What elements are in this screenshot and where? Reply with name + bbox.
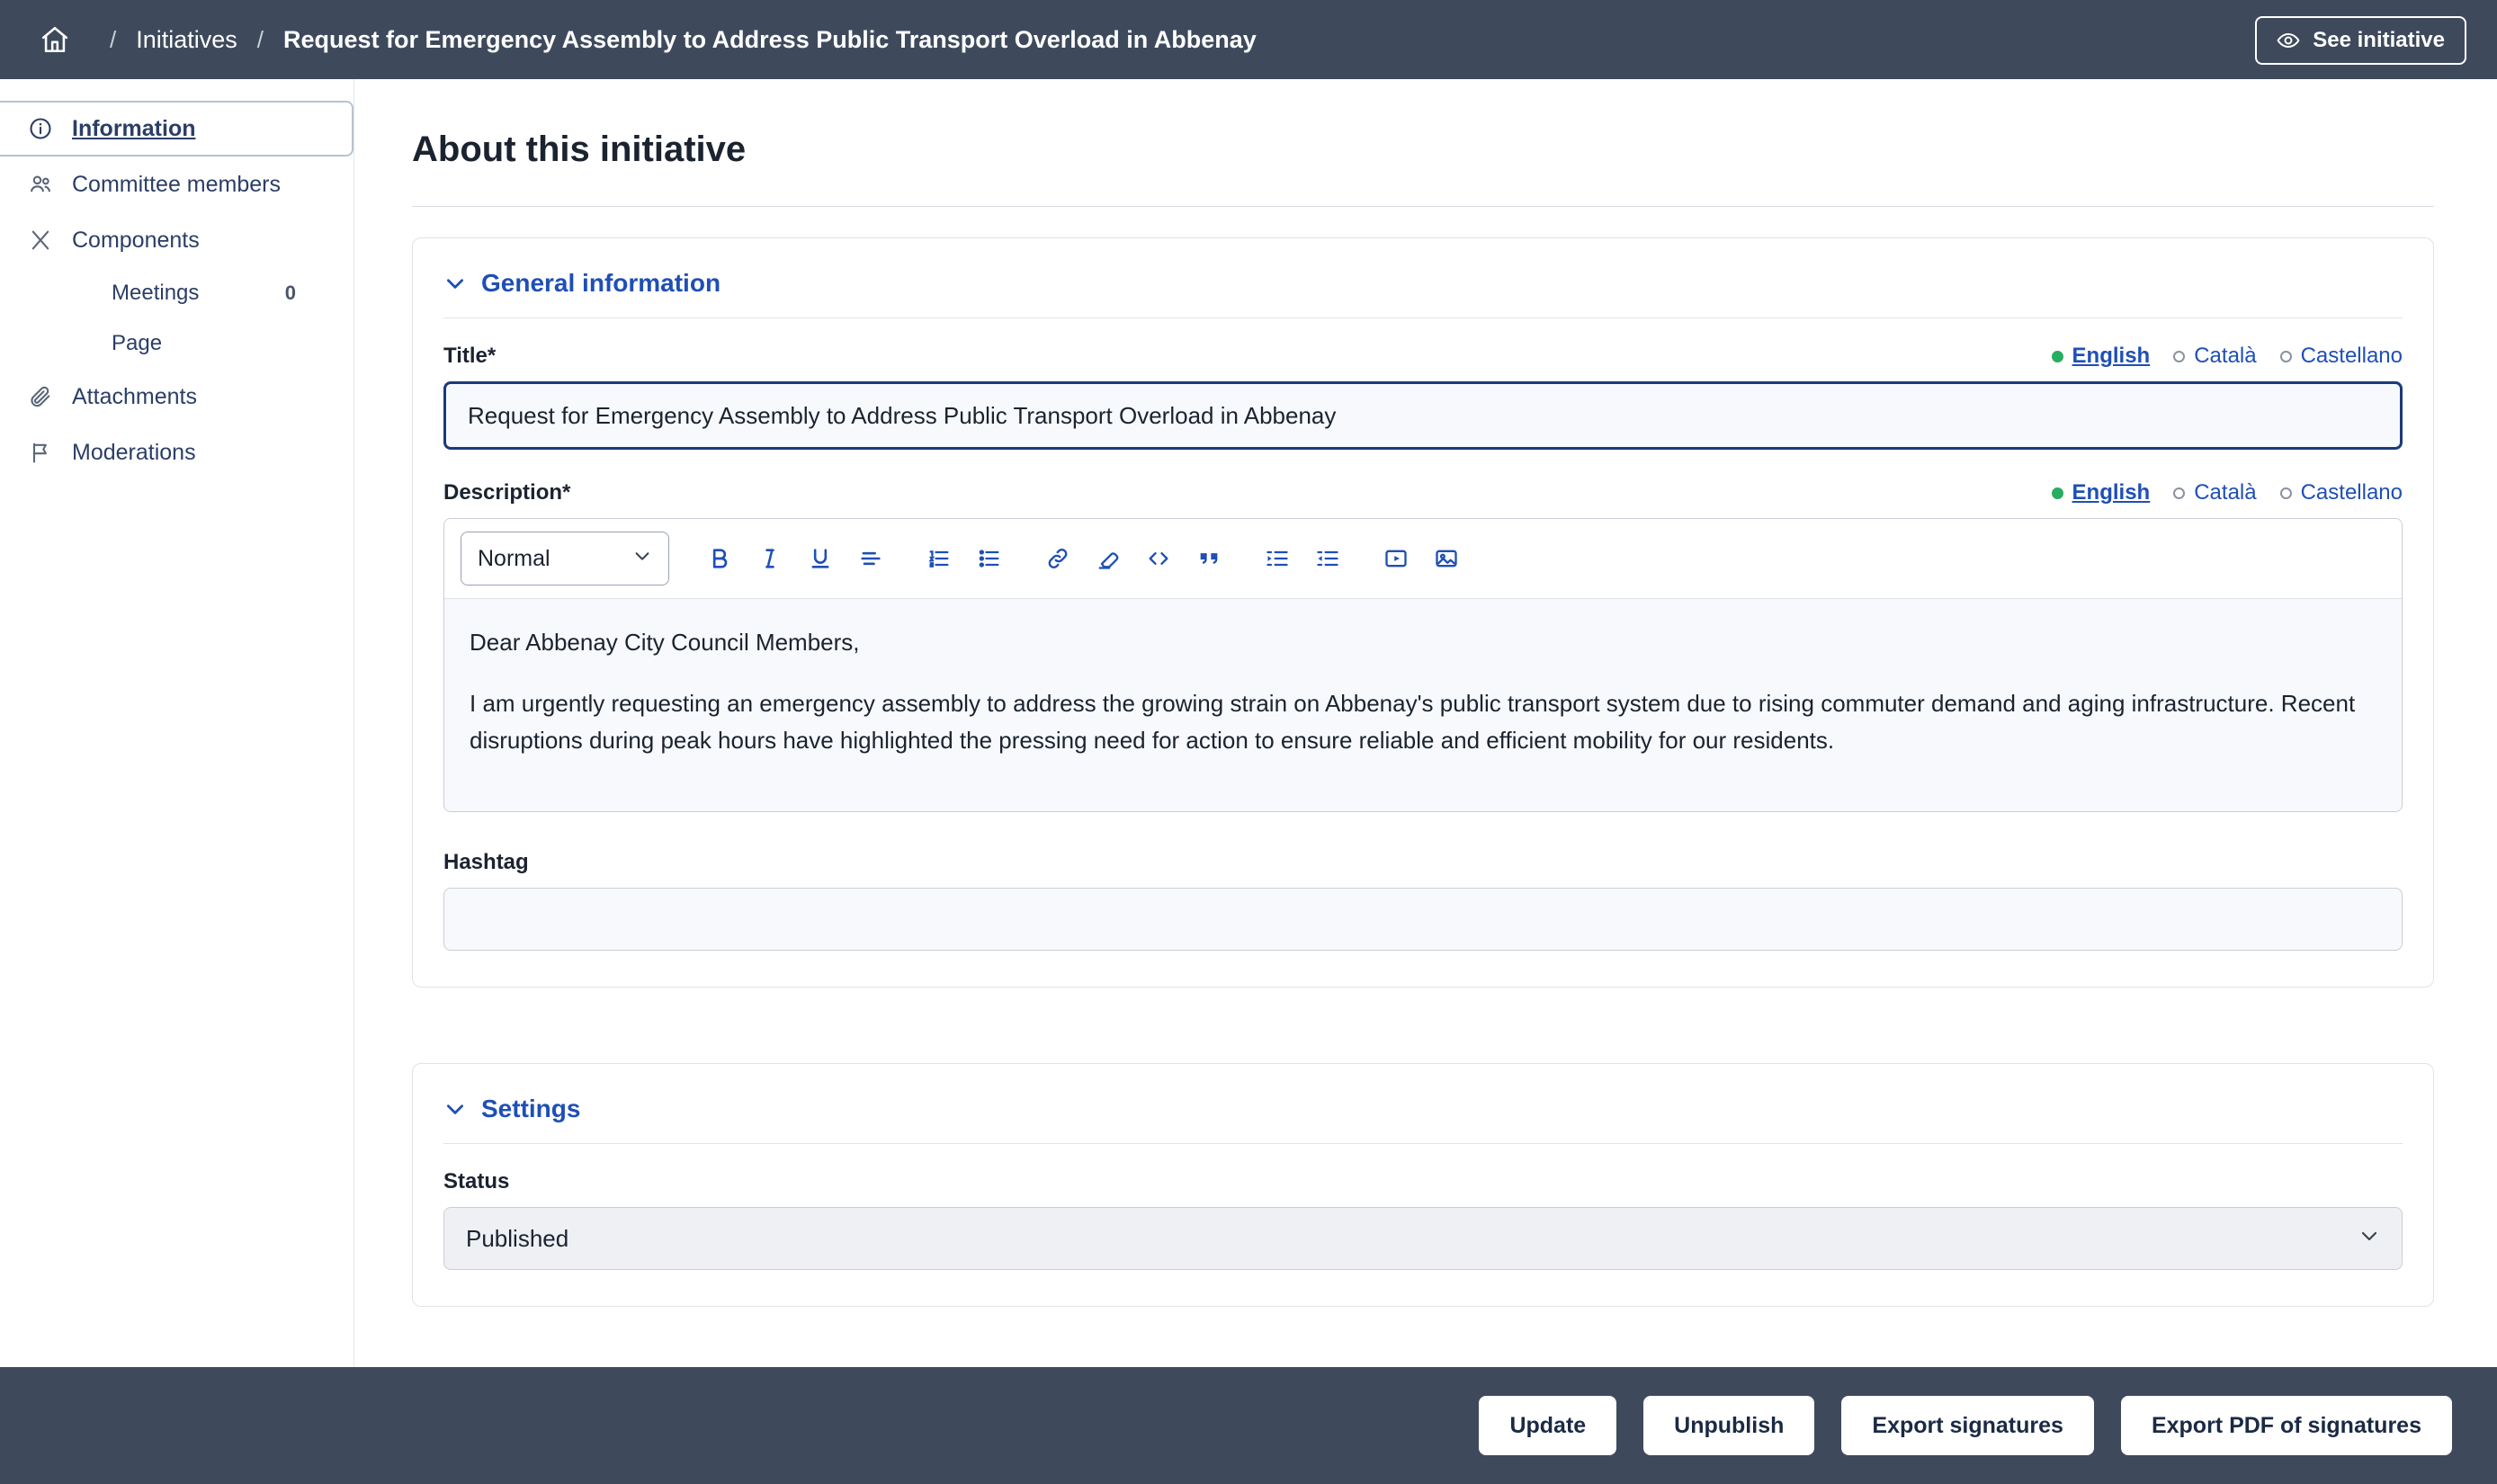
video-icon[interactable] bbox=[1371, 533, 1421, 584]
users-icon bbox=[27, 171, 54, 198]
paperclip-icon bbox=[27, 383, 54, 410]
top-bar bbox=[0, 0, 2497, 79]
empty-dot-icon bbox=[2280, 351, 2292, 362]
sidebar-subitem-label: Page bbox=[112, 331, 163, 355]
sidebar-subitem-label: Meetings bbox=[112, 281, 200, 305]
erase-styles-icon[interactable] bbox=[1083, 533, 1133, 584]
paragraph-style-value: Normal bbox=[478, 545, 550, 571]
language-tab-english[interactable] bbox=[2052, 480, 2151, 505]
breadcrumb-current: Request for Emergency Assembly to Address Public Transport Overload in Abbenay bbox=[283, 25, 1257, 53]
indent-icon[interactable] bbox=[1252, 533, 1302, 584]
title-label: Title* bbox=[443, 344, 497, 368]
bottom-action-bar bbox=[0, 1367, 2497, 1484]
chevron-down-icon bbox=[632, 546, 652, 572]
language-label: English bbox=[2072, 480, 2151, 505]
unordered-list-icon[interactable] bbox=[964, 533, 1015, 584]
description-paragraph: Dear Abbenay City Council Members, bbox=[470, 629, 860, 656]
settings-card bbox=[412, 1063, 2434, 1307]
language-label: Català bbox=[2194, 480, 2257, 505]
general-information-title: General information bbox=[481, 269, 721, 297]
sidebar-item-moderations[interactable] bbox=[0, 425, 354, 480]
filled-dot-icon bbox=[2052, 487, 2063, 499]
language-tab-catala[interactable] bbox=[2173, 344, 2256, 369]
language-label: English bbox=[2072, 344, 2151, 368]
info-circle-icon bbox=[27, 115, 54, 142]
bold-icon[interactable] bbox=[694, 533, 745, 584]
filled-dot-icon bbox=[2052, 351, 2063, 362]
description-paragraph: I am urgently requesting an emergency assembly to address the growing strain on Abbenay's public transport system due to rising commuter demand and aging infrastructure. Recent disruptions during peak hours have highlighted the pressing need for action to ensure reliable and efficient mobility for our residents. bbox=[470, 690, 2356, 754]
description-label: Description* bbox=[443, 480, 571, 505]
sidebar-item-label: Attachments bbox=[72, 383, 197, 409]
title-language-tabs bbox=[2052, 344, 2403, 369]
title-field-row bbox=[443, 344, 2403, 369]
sidebar-item-label: Committee members bbox=[72, 171, 281, 197]
sidebar-item-components[interactable] bbox=[0, 212, 354, 268]
breadcrumb-separator-2: / bbox=[256, 25, 264, 53]
paragraph-style-select[interactable] bbox=[461, 532, 669, 586]
export-pdf-of-signatures-button[interactable]: Export PDF of signatures bbox=[2121, 1396, 2452, 1455]
outdent-icon[interactable] bbox=[1302, 533, 1353, 584]
sidebar bbox=[0, 79, 354, 1484]
title-divider bbox=[412, 206, 2434, 207]
description-editor-body[interactable] bbox=[444, 599, 2402, 811]
status-select[interactable] bbox=[443, 1207, 2403, 1270]
settings-header[interactable] bbox=[443, 1095, 2403, 1144]
sidebar-subitem-meetings[interactable] bbox=[0, 268, 354, 318]
see-initiative-label: See initiative bbox=[2313, 28, 2445, 52]
italic-icon[interactable] bbox=[745, 533, 795, 584]
link-icon[interactable] bbox=[1033, 533, 1083, 584]
see-initiative-button[interactable] bbox=[2255, 16, 2466, 65]
chevron-down-icon bbox=[2358, 1225, 2380, 1253]
language-label: Català bbox=[2194, 344, 2257, 368]
chevron-down-icon bbox=[443, 272, 467, 295]
image-icon[interactable] bbox=[1421, 533, 1472, 584]
description-field-row bbox=[443, 480, 2403, 505]
page-title: About this initiative bbox=[412, 130, 747, 169]
settings-title: Settings bbox=[481, 1095, 581, 1122]
update-button[interactable]: Update bbox=[1479, 1396, 1616, 1455]
description-language-tabs bbox=[2052, 480, 2403, 505]
general-information-header[interactable] bbox=[443, 269, 2403, 318]
code-icon[interactable] bbox=[1133, 533, 1184, 584]
sidebar-item-committee-members[interactable] bbox=[0, 156, 354, 212]
meetings-count-badge: 0 bbox=[284, 282, 296, 304]
sidebar-item-information[interactable] bbox=[0, 101, 354, 156]
home-icon[interactable] bbox=[36, 21, 74, 58]
components-icon bbox=[27, 227, 54, 254]
empty-dot-icon bbox=[2280, 487, 2292, 499]
status-value: Published bbox=[466, 1224, 569, 1252]
language-tab-catala[interactable] bbox=[2173, 480, 2256, 505]
chevron-down-icon bbox=[443, 1097, 467, 1121]
flag-icon bbox=[27, 439, 54, 466]
eye-icon bbox=[2277, 29, 2300, 52]
hashtag-label: Hashtag bbox=[443, 850, 529, 874]
blockquote-icon[interactable] bbox=[1184, 533, 1234, 584]
unpublish-button[interactable]: Unpublish bbox=[1643, 1396, 1814, 1455]
language-tab-english[interactable] bbox=[2052, 344, 2151, 369]
sidebar-item-label: Information bbox=[72, 115, 196, 141]
ordered-list-icon[interactable] bbox=[914, 533, 964, 584]
underline-icon[interactable] bbox=[795, 533, 846, 584]
breadcrumb-separator-1: / bbox=[110, 25, 117, 53]
main-content bbox=[354, 79, 2497, 1484]
description-editor bbox=[443, 518, 2403, 812]
sidebar-item-label: Components bbox=[72, 227, 200, 253]
language-label: Castellano bbox=[2300, 480, 2403, 505]
title-input[interactable] bbox=[443, 381, 2403, 450]
strikethrough-icon[interactable] bbox=[846, 533, 896, 584]
breadcrumb-initiatives[interactable]: Initiatives bbox=[136, 25, 237, 53]
sidebar-subitem-page[interactable] bbox=[0, 318, 354, 369]
general-information-card bbox=[412, 237, 2434, 988]
sidebar-item-label: Moderations bbox=[72, 439, 196, 465]
sidebar-item-attachments[interactable] bbox=[0, 369, 354, 425]
language-tab-castellano[interactable] bbox=[2280, 480, 2403, 505]
status-label: Status bbox=[443, 1169, 510, 1193]
language-tab-castellano[interactable] bbox=[2280, 344, 2403, 369]
empty-dot-icon bbox=[2173, 487, 2185, 499]
language-label: Castellano bbox=[2300, 344, 2403, 368]
empty-dot-icon bbox=[2173, 351, 2185, 362]
export-signatures-button[interactable]: Export signatures bbox=[1841, 1396, 2094, 1455]
page-layout bbox=[0, 79, 2497, 1484]
hashtag-input[interactable] bbox=[443, 888, 2403, 951]
editor-toolbar bbox=[444, 519, 2402, 599]
